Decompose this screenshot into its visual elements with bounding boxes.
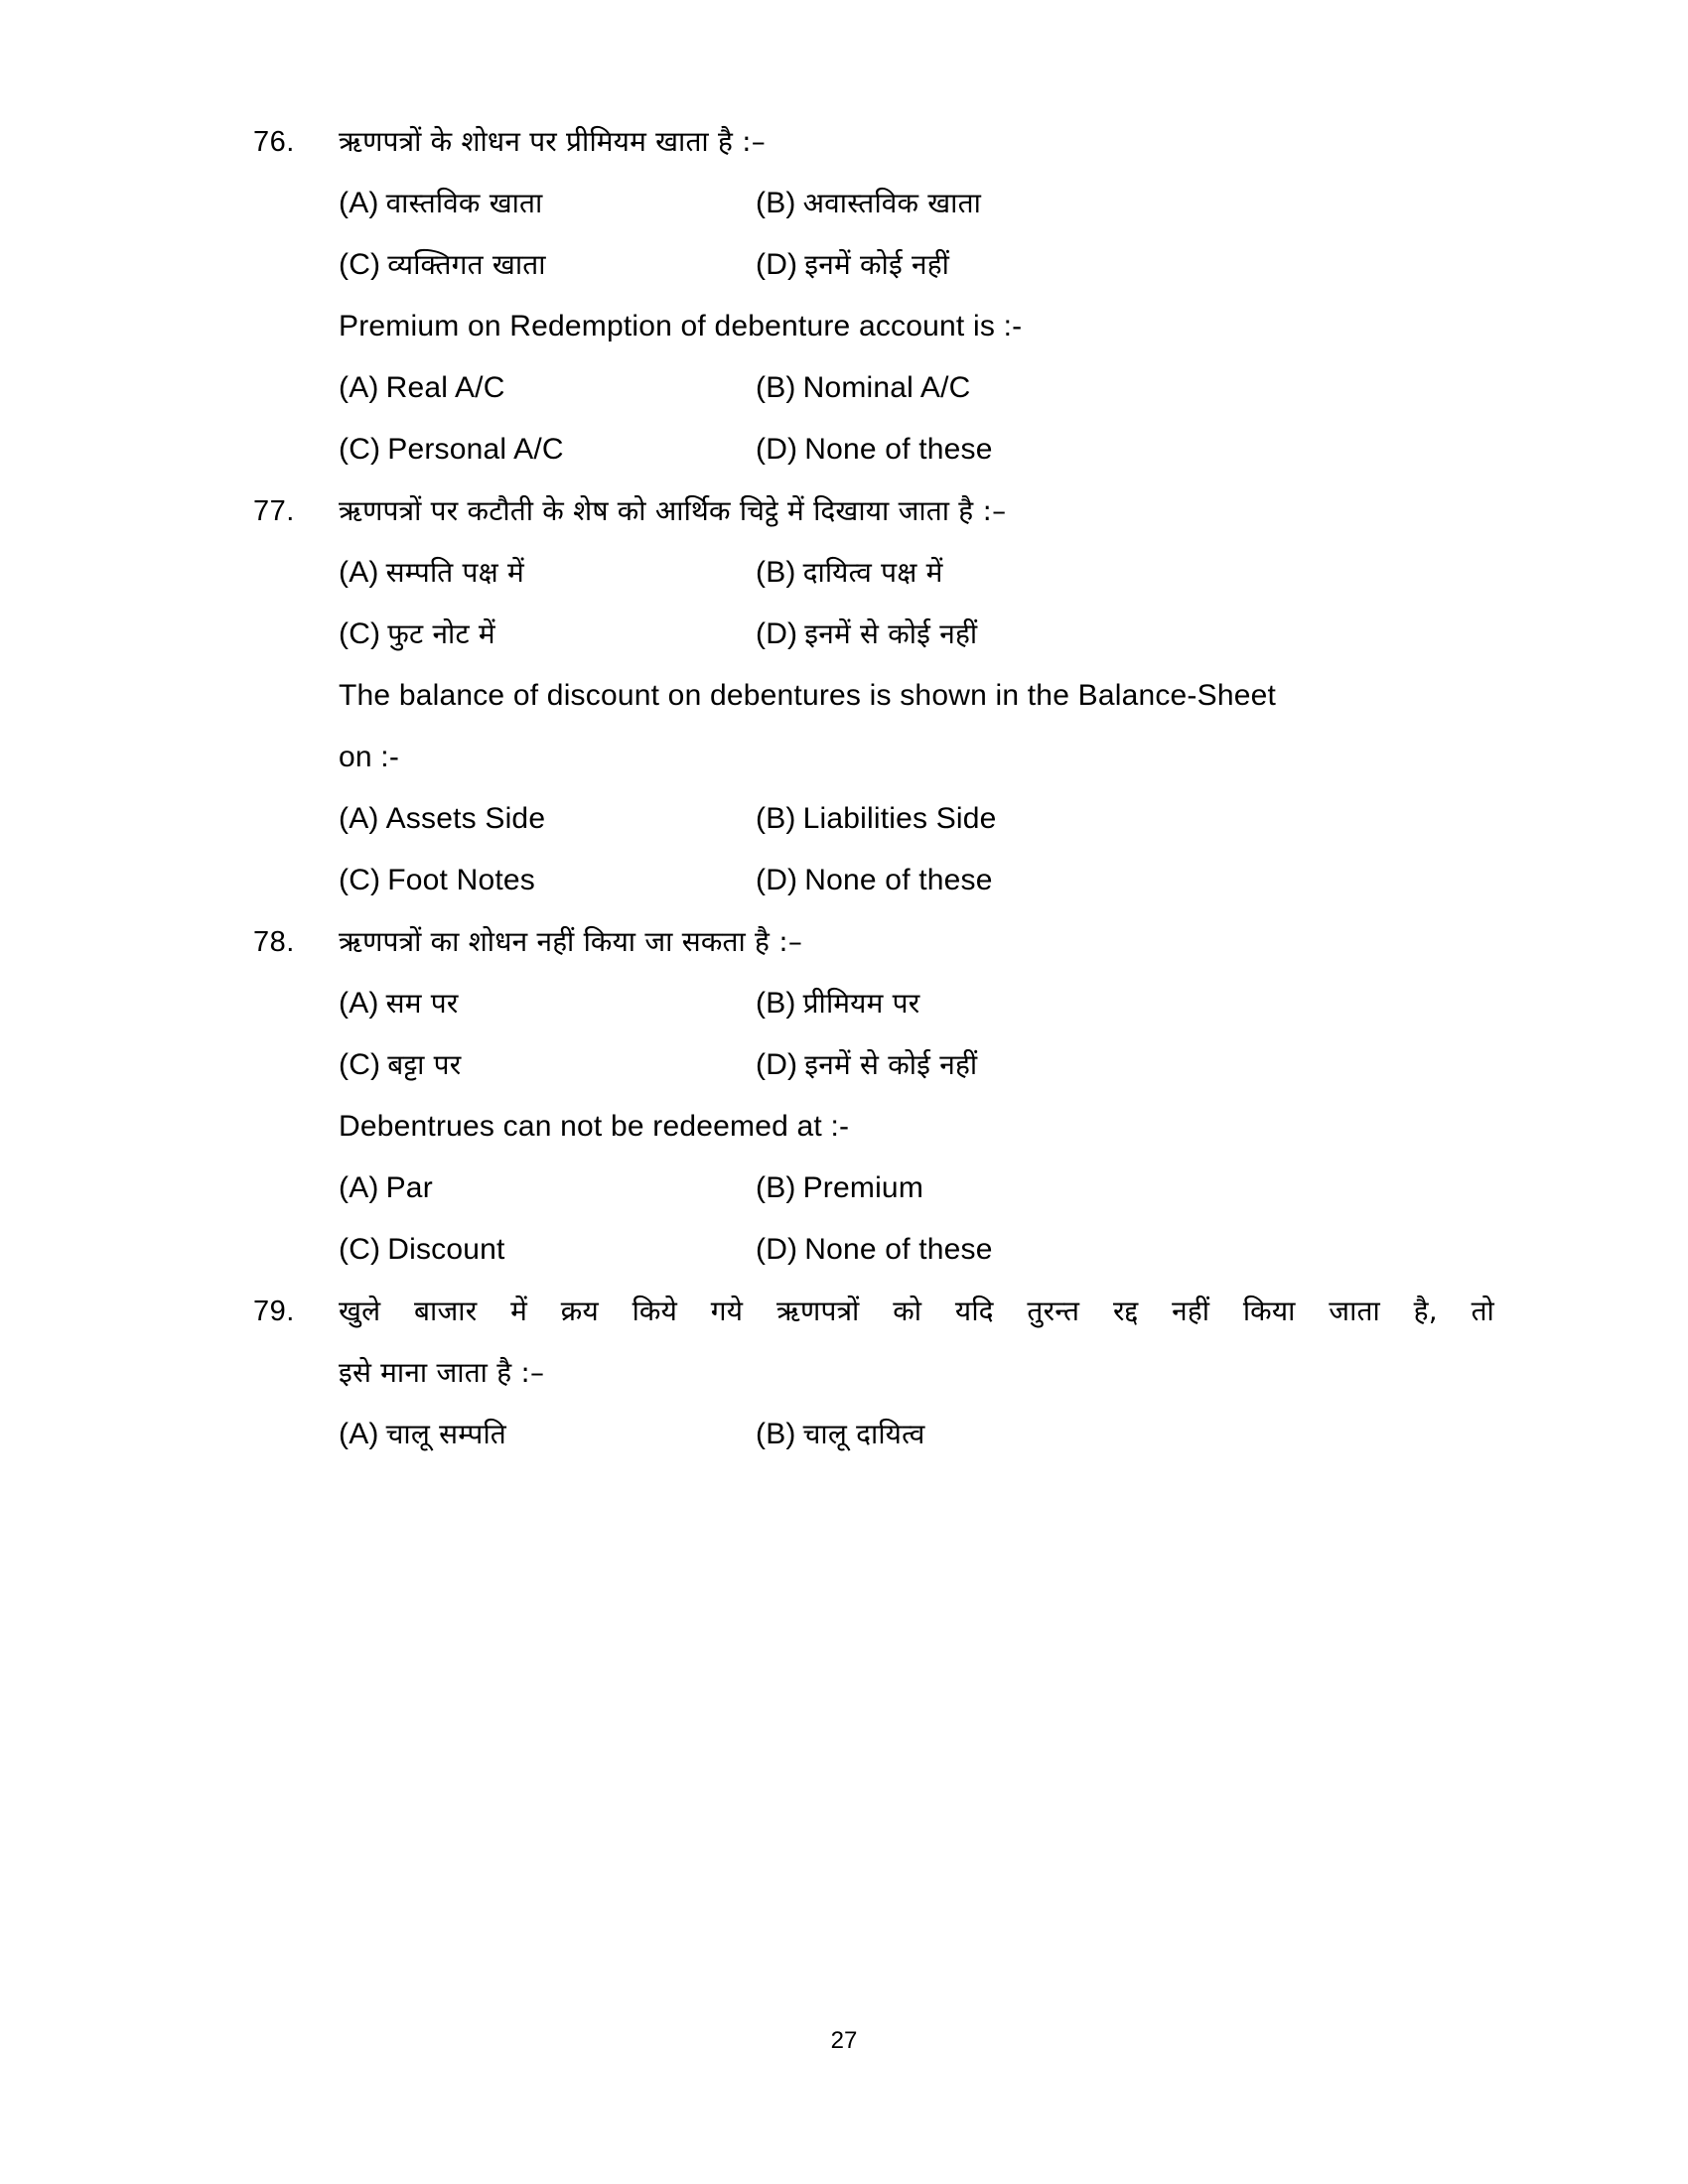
option-label: (A) bbox=[339, 371, 379, 404]
option-text: None of these bbox=[804, 864, 993, 896]
option-text: दायित्व पक्ष में bbox=[802, 556, 943, 589]
option-hindi-78-b[interactable] bbox=[756, 973, 1494, 1034]
question-heading-76 bbox=[253, 111, 1494, 173]
option-label: (D) bbox=[756, 864, 798, 896]
option-hindi-78-c[interactable] bbox=[339, 1034, 756, 1096]
option-text: सम पर bbox=[385, 987, 459, 1020]
option-english-78-c[interactable] bbox=[339, 1219, 756, 1281]
question-number-76: 76. bbox=[253, 126, 295, 158]
question-heading-79 bbox=[253, 1281, 1494, 1342]
option-text: इनमें से कोई नहीं bbox=[804, 617, 978, 650]
question-number-79: 79. bbox=[253, 1296, 295, 1327]
option-hindi-78-d[interactable] bbox=[756, 1034, 1494, 1096]
option-hindi-76-d[interactable] bbox=[756, 234, 1494, 296]
option-english-76-c[interactable] bbox=[339, 419, 756, 480]
question-number-78: 78. bbox=[253, 926, 295, 958]
question-text-hindi-77: ऋणपत्रों पर कटौती के शेष को आर्थिक चिट्ठे में दिखाया जाता है :– bbox=[339, 494, 1007, 527]
option-text: अवास्तविक खाता bbox=[802, 187, 982, 219]
options-hindi-77 bbox=[339, 542, 1494, 665]
question-number-77: 77. bbox=[253, 495, 295, 527]
option-hindi-77-a[interactable] bbox=[339, 542, 756, 604]
option-text: फुट नोट में bbox=[387, 617, 495, 650]
option-text: Par bbox=[385, 1171, 433, 1204]
option-english-78-d[interactable] bbox=[756, 1219, 1494, 1281]
option-hindi-76-b[interactable] bbox=[756, 173, 1494, 234]
option-english-77-c[interactable] bbox=[339, 850, 756, 911]
question-heading-77 bbox=[253, 480, 1494, 542]
options-hindi-76 bbox=[339, 173, 1494, 296]
option-label: (C) bbox=[339, 617, 381, 650]
option-label: (A) bbox=[339, 187, 379, 219]
option-text: Premium bbox=[802, 1171, 924, 1204]
option-text: None of these bbox=[804, 433, 993, 466]
option-text: Nominal A/C bbox=[802, 371, 971, 404]
option-hindi-77-b[interactable] bbox=[756, 542, 1494, 604]
question-block-78 bbox=[253, 911, 1494, 1281]
option-label: (B) bbox=[756, 987, 796, 1020]
options-english-76 bbox=[339, 357, 1494, 480]
option-label: (B) bbox=[756, 1171, 796, 1204]
option-label: (B) bbox=[756, 187, 796, 219]
option-label: (C) bbox=[339, 433, 381, 466]
question-text-english-77-line2: on :- bbox=[339, 741, 400, 773]
option-text: Assets Side bbox=[385, 802, 546, 835]
option-text: Foot Notes bbox=[387, 864, 535, 896]
question-heading-78 bbox=[253, 911, 1494, 973]
option-english-76-d[interactable] bbox=[756, 419, 1494, 480]
option-label: (C) bbox=[339, 864, 381, 896]
option-label: (A) bbox=[339, 556, 379, 589]
option-text: व्यक्तिगत खाता bbox=[387, 248, 546, 281]
option-label: (B) bbox=[756, 556, 796, 589]
option-text: Personal A/C bbox=[387, 433, 564, 466]
question-text-hindi-78: ऋणपत्रों का शोधन नहीं किया जा सकता है :– bbox=[339, 925, 803, 958]
option-label: (D) bbox=[756, 248, 798, 281]
options-hindi-78 bbox=[339, 973, 1494, 1096]
option-label: (C) bbox=[339, 1048, 381, 1081]
option-text: प्रीमियम पर bbox=[802, 987, 920, 1020]
option-text: इनमें कोई नहीं bbox=[804, 248, 950, 281]
option-label: (C) bbox=[339, 248, 381, 281]
options-english-77 bbox=[339, 788, 1494, 911]
option-text: सम्पति पक्ष में bbox=[385, 556, 524, 589]
option-label: (B) bbox=[756, 371, 796, 404]
option-hindi-77-c[interactable] bbox=[339, 604, 756, 665]
option-label: (D) bbox=[756, 433, 798, 466]
option-label: (D) bbox=[756, 617, 798, 650]
option-text: Real A/C bbox=[385, 371, 505, 404]
option-text: वास्तविक खाता bbox=[385, 187, 543, 219]
question-text-hindi-79: खुले बाजार में क्रय किये गये ऋणपत्रों को यदि तुरन्त रद्द नहीं किया जाता है, तो bbox=[339, 1295, 1494, 1327]
option-text: बट्टा पर bbox=[387, 1048, 462, 1081]
option-hindi-79-b[interactable] bbox=[756, 1404, 1494, 1465]
question-text-hindi-76: ऋणपत्रों के शोधन पर प्रीमियम खाता है :– bbox=[339, 125, 766, 158]
option-label: (A) bbox=[339, 1418, 379, 1450]
question-block-77 bbox=[253, 480, 1494, 911]
option-text: इनमें से कोई नहीं bbox=[804, 1048, 978, 1081]
option-english-78-a[interactable] bbox=[339, 1158, 756, 1219]
option-hindi-77-d[interactable] bbox=[756, 604, 1494, 665]
option-text: Discount bbox=[387, 1233, 505, 1266]
option-english-78-b[interactable] bbox=[756, 1158, 1494, 1219]
option-english-76-a[interactable] bbox=[339, 357, 756, 419]
question-text-hindi-79-line2: इसे माना जाता है :– bbox=[339, 1356, 545, 1389]
options-english-78 bbox=[339, 1158, 1494, 1281]
option-hindi-76-c[interactable] bbox=[339, 234, 756, 296]
option-english-77-a[interactable] bbox=[339, 788, 756, 850]
page-number: 27 bbox=[830, 2027, 858, 2054]
question-text-english-78: Debentrues can not be redeemed at :- bbox=[339, 1110, 850, 1143]
option-label: (A) bbox=[339, 802, 379, 835]
option-label: (B) bbox=[756, 1418, 796, 1450]
question-list bbox=[253, 111, 1494, 1465]
question-text-english-77: The balance of discount on debentures is shown in the Balance-Sheet bbox=[339, 679, 1277, 712]
option-text: चालू दायित्व bbox=[802, 1418, 925, 1450]
option-text: Liabilities Side bbox=[802, 802, 997, 835]
question-block-76 bbox=[253, 111, 1494, 480]
option-label: (A) bbox=[339, 1171, 379, 1204]
question-text-english-76: Premium on Redemption of debenture account is :- bbox=[339, 310, 1023, 342]
option-english-76-b[interactable] bbox=[756, 357, 1494, 419]
option-text: चालू सम्पति bbox=[385, 1418, 506, 1450]
option-hindi-78-a[interactable] bbox=[339, 973, 756, 1034]
option-label: (B) bbox=[756, 802, 796, 835]
option-english-77-b[interactable] bbox=[756, 788, 1494, 850]
option-label: (D) bbox=[756, 1233, 798, 1266]
options-hindi-79 bbox=[339, 1404, 1494, 1465]
option-label: (A) bbox=[339, 987, 379, 1020]
option-english-77-d[interactable] bbox=[756, 850, 1494, 911]
option-label: (D) bbox=[756, 1048, 798, 1081]
option-hindi-79-a[interactable] bbox=[339, 1404, 756, 1465]
option-text: None of these bbox=[804, 1233, 993, 1266]
option-label: (C) bbox=[339, 1233, 381, 1266]
question-block-79 bbox=[253, 1281, 1494, 1465]
option-hindi-76-a[interactable] bbox=[339, 173, 756, 234]
